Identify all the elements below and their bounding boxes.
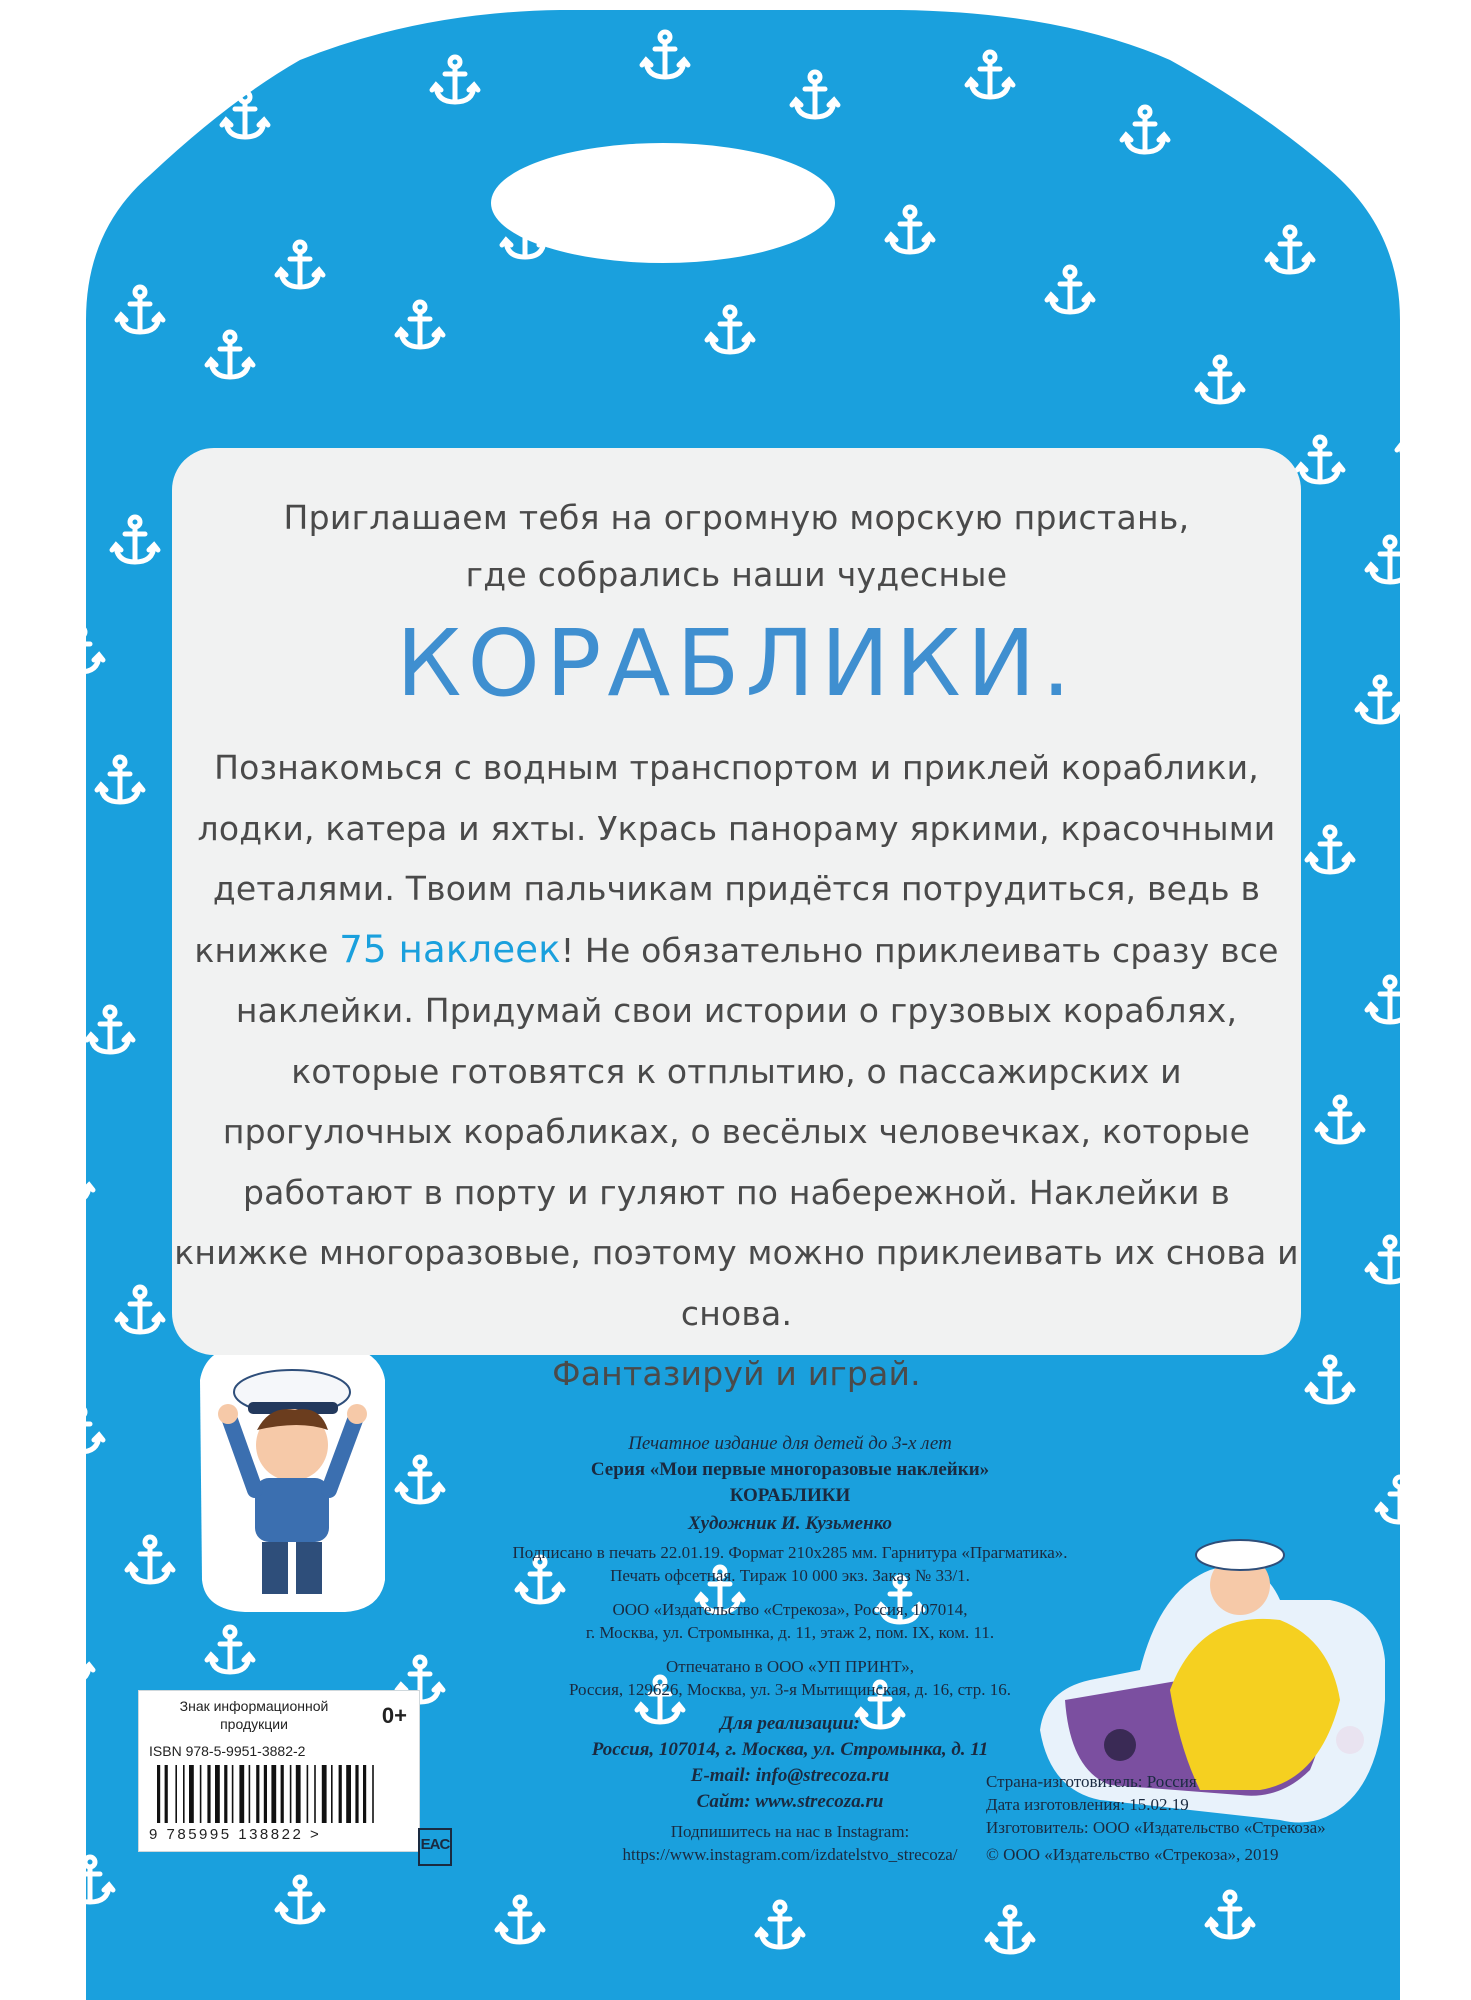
isbn-info-box (138, 1690, 420, 1852)
imprint-sales-label: Для реализации: (720, 1713, 860, 1734)
imprint-print: Печать офсетная. Тираж 10 000 экз. Заказ № 33/1. (610, 1566, 970, 1585)
imprint-printed-2: Россия, 129626, Москва, ул. 3-я Мытищинская, д. 16, стр. 16. (568, 1680, 1012, 1699)
imprint-printed-1: Отпечатано в ООО «УП ПРИНТ», (665, 1657, 914, 1676)
intro-line-2: где собрались наши чудесные (465, 555, 1008, 594)
age-rating: 0+ (381, 1703, 407, 1728)
intro-line-1: Приглашаем тебя на огромную морскую пристань, (283, 498, 1190, 537)
imprint-title: КОРАБЛИКИ (729, 1485, 851, 1506)
book-headline: КОРАБЛИКИ. (396, 610, 1077, 717)
imprint-series: Серия «Мои первые многоразовые наклейки» (590, 1459, 990, 1480)
imprint-sales-address: Россия, 107014, г. Москва, ул. Стромынка, д. 11 (591, 1739, 989, 1760)
sticker-count-highlight: 75 наклеек (339, 927, 561, 971)
barcode-icon (149, 1765, 409, 1823)
imprint-age-note: Печатное издание для детей до 3-х лет (628, 1433, 952, 1454)
eac-mark-icon (418, 1828, 452, 1866)
imprint-artist: Художник И. Кузьменко (687, 1513, 893, 1534)
description-text (172, 738, 1301, 1405)
imprint-subscribe: Подпишитесь на нас в Instagram: (670, 1822, 910, 1841)
meta-country: Страна-изготовитель: Россия (986, 1772, 1197, 1791)
description-closing: Фантазируй и играй. (552, 1354, 921, 1393)
imprint-publisher-1: ООО «Издательство «Стрекоза», Россия, 107014, (612, 1600, 968, 1619)
imprint-signed: Подписано в печать 22.01.19. Формат 210х285 мм. Гарнитура «Прагматика». (512, 1543, 1068, 1562)
imprint-publisher-2: г. Москва, ул. Стромынка, д. 11, этаж 2, пом. IX, ком. 11. (585, 1623, 995, 1642)
description-part-1: Познакомься с водным транспортом и приклей кораблики, лодки, катера и яхты. Укрась панораму яркими, красочными деталями. Твоим пальчикам придётся потрудиться, ведь в книжке (194, 748, 1276, 970)
imprint-instagram: https://www.instagram.com/izdatelstvo_strecoza/ (622, 1845, 958, 1864)
meta-maker: Изготовитель: ООО «Издательство «Стрекоза» (986, 1818, 1326, 1837)
eac-mark-text: EAC (420, 1836, 450, 1853)
imprint-site: Сайт: www.strecoza.ru (696, 1791, 884, 1812)
barcode-number: 9 785995 138822 > (149, 1826, 322, 1843)
description-part-2: ! Не обязательно приклеивать сразу все наклейки. Придумай свои истории о грузовых кораблях, которые готовятся к отплытию, о пассажирских и прогулочных корабликах, о весёлых человечках, которые работают в порту и гуляют по набережной. Наклейки в книжке многоразовые, поэтому можно приклеивать их снова и снова. (174, 930, 1299, 1333)
imprint-email: E-mail: info@strecoza.ru (690, 1765, 890, 1786)
meta-date: Дата изготовления: 15.02.19 (986, 1795, 1189, 1814)
isbn-number: ISBN 978-5-9951-3882-2 (149, 1743, 306, 1759)
info-product-label: Знак информационной продукции (179, 1698, 329, 1732)
meta-copyright: © ООО «Издательство «Стрекоза», 2019 (986, 1845, 1279, 1864)
